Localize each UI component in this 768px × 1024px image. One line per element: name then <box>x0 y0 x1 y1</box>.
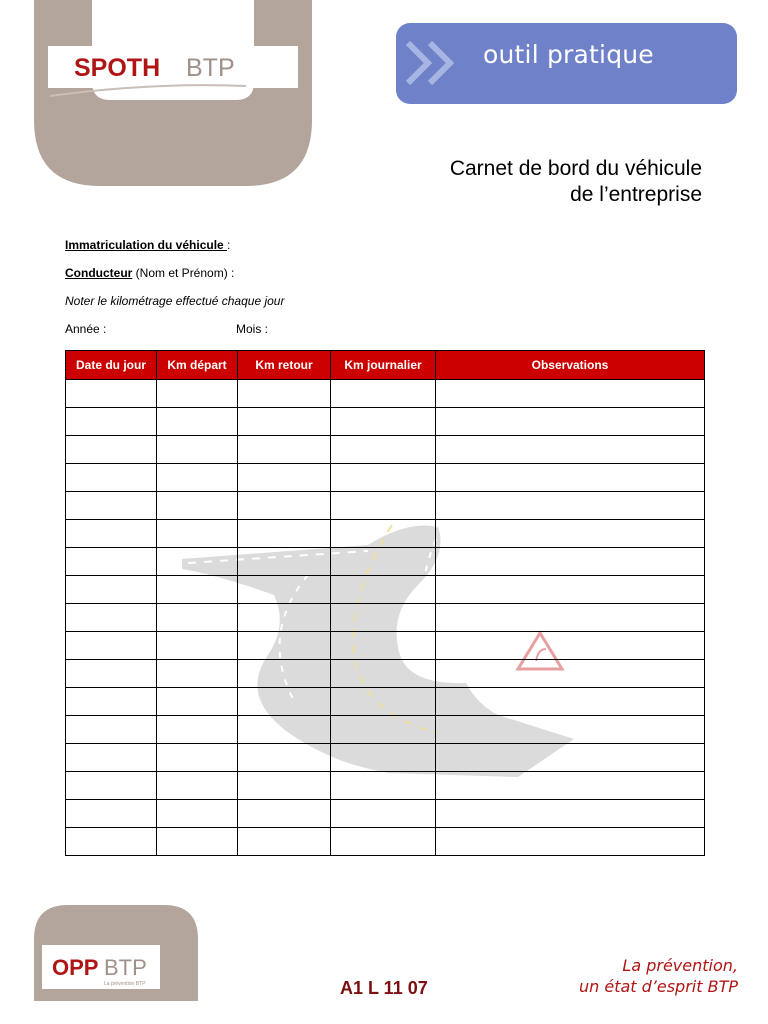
table-cell[interactable] <box>436 576 705 604</box>
table-cell[interactable] <box>66 408 157 436</box>
document-title <box>450 156 702 208</box>
kilometrage-note: Noter le kilométrage effectué chaque jour <box>65 294 285 308</box>
table-cell[interactable] <box>66 464 157 492</box>
table-cell[interactable] <box>66 436 157 464</box>
table-cell[interactable] <box>157 464 238 492</box>
table-row <box>66 604 705 632</box>
table-cell[interactable] <box>436 772 705 800</box>
table-cell[interactable] <box>66 744 157 772</box>
table-cell[interactable] <box>238 464 331 492</box>
document-code: A1 L 11 07 <box>340 978 428 998</box>
oppbtp-logo <box>34 905 198 1001</box>
table-cell[interactable] <box>331 800 436 828</box>
logo-text-btp: BTP <box>186 54 235 82</box>
outil-pratique-banner <box>396 23 737 104</box>
table-cell[interactable] <box>331 744 436 772</box>
table-row <box>66 380 705 408</box>
table-cell[interactable] <box>331 464 436 492</box>
table-cell[interactable] <box>157 716 238 744</box>
table-row <box>66 800 705 828</box>
col-header-date: Date du jour <box>66 351 157 380</box>
table-cell[interactable] <box>157 492 238 520</box>
table-row <box>66 660 705 688</box>
table-cell[interactable] <box>66 632 157 660</box>
col-header-km-journalier: Km journalier <box>331 351 436 380</box>
table-cell[interactable] <box>157 800 238 828</box>
table-cell[interactable] <box>66 716 157 744</box>
table-cell[interactable] <box>66 772 157 800</box>
col-header-observations: Observations <box>436 351 705 380</box>
table-cell[interactable] <box>436 716 705 744</box>
table-cell[interactable] <box>66 520 157 548</box>
table-cell[interactable] <box>157 660 238 688</box>
table-cell[interactable] <box>157 436 238 464</box>
table-row <box>66 828 705 856</box>
table-cell[interactable] <box>157 744 238 772</box>
table-row <box>66 744 705 772</box>
table-cell[interactable] <box>238 604 331 632</box>
title-line-1: Carnet de bord du véhicule <box>449 157 702 180</box>
mois-label: Mois : <box>236 322 269 336</box>
table-row <box>66 408 705 436</box>
col-header-km-retour: Km retour <box>238 351 331 380</box>
table-cell[interactable] <box>238 828 331 856</box>
table-cell[interactable] <box>66 548 157 576</box>
table-cell[interactable] <box>238 548 331 576</box>
annee-label: Année : <box>65 322 107 336</box>
table-cell[interactable] <box>238 688 331 716</box>
table-cell[interactable] <box>331 436 436 464</box>
table-cell[interactable] <box>238 632 331 660</box>
table-cell[interactable] <box>331 548 436 576</box>
spothbtp-logo <box>34 0 312 186</box>
table-cell[interactable] <box>436 464 705 492</box>
table-cell[interactable] <box>66 688 157 716</box>
table-row <box>66 464 705 492</box>
table-cell[interactable] <box>238 408 331 436</box>
table-cell[interactable] <box>436 800 705 828</box>
table-cell[interactable] <box>436 744 705 772</box>
table-header-row <box>66 351 705 380</box>
table-cell[interactable] <box>238 492 331 520</box>
table-cell[interactable] <box>238 716 331 744</box>
banner-label: outil pratique <box>483 40 654 69</box>
table-cell[interactable] <box>66 828 157 856</box>
table-cell[interactable] <box>238 520 331 548</box>
table-cell[interactable] <box>238 744 331 772</box>
table-row <box>66 492 705 520</box>
table-cell[interactable] <box>66 604 157 632</box>
table-cell[interactable] <box>238 660 331 688</box>
table-cell[interactable] <box>436 520 705 548</box>
table-cell[interactable] <box>331 660 436 688</box>
table-cell[interactable] <box>66 576 157 604</box>
table-cell[interactable] <box>436 492 705 520</box>
conducteur-field <box>65 266 234 280</box>
table-cell[interactable] <box>331 604 436 632</box>
immatriculation-field <box>65 238 230 252</box>
table-cell[interactable] <box>436 548 705 576</box>
table-row <box>66 772 705 800</box>
logbook-table <box>65 350 705 856</box>
table-cell[interactable] <box>238 772 331 800</box>
table-cell[interactable] <box>436 436 705 464</box>
table-row <box>66 576 705 604</box>
table-cell[interactable] <box>238 380 331 408</box>
logo-text-spoth: SPOTH <box>74 54 161 82</box>
table-cell[interactable] <box>331 632 436 660</box>
conducteur-suffix: (Nom et Prénom) : <box>132 266 235 280</box>
table-cell[interactable] <box>331 716 436 744</box>
slogan <box>579 955 738 997</box>
table-cell[interactable] <box>157 604 238 632</box>
table-cell[interactable] <box>66 800 157 828</box>
slogan-line-2: un état d’esprit BTP <box>578 977 738 996</box>
table-row <box>66 548 705 576</box>
table-cell[interactable] <box>331 408 436 436</box>
table-cell[interactable] <box>157 408 238 436</box>
table-row <box>66 688 705 716</box>
table-cell[interactable] <box>331 492 436 520</box>
conducteur-label: Conducteur <box>65 266 133 280</box>
table-cell[interactable] <box>436 688 705 716</box>
table-cell[interactable] <box>157 380 238 408</box>
table-cell[interactable] <box>331 688 436 716</box>
footer-logo-text-btp: BTP <box>104 955 147 980</box>
table-cell[interactable] <box>157 548 238 576</box>
table-cell[interactable] <box>331 772 436 800</box>
table-cell[interactable] <box>157 520 238 548</box>
table-cell[interactable] <box>238 800 331 828</box>
slogan-line-1: La prévention, <box>622 956 738 975</box>
table-cell[interactable] <box>157 772 238 800</box>
immatriculation-label: Immatriculation du véhicule <box>65 238 228 252</box>
table-cell[interactable] <box>157 632 238 660</box>
table-cell[interactable] <box>436 380 705 408</box>
footer-logo-tagline: La prévention BTP <box>104 981 146 987</box>
table-cell[interactable] <box>66 492 157 520</box>
table-cell[interactable] <box>331 380 436 408</box>
double-chevron-icon <box>402 37 466 89</box>
table-cell[interactable] <box>157 688 238 716</box>
table-cell[interactable] <box>331 520 436 548</box>
table-cell[interactable] <box>331 576 436 604</box>
table-cell[interactable] <box>157 576 238 604</box>
table-cell[interactable] <box>66 380 157 408</box>
table-cell[interactable] <box>436 828 705 856</box>
table-cell[interactable] <box>157 828 238 856</box>
immatriculation-colon: : <box>227 238 231 252</box>
table-cell[interactable] <box>331 828 436 856</box>
table-row <box>66 716 705 744</box>
table-row <box>66 436 705 464</box>
table-cell[interactable] <box>436 660 705 688</box>
table-cell[interactable] <box>436 408 705 436</box>
table-row <box>66 632 705 660</box>
title-line-2: de l’entreprise <box>570 183 702 206</box>
table-cell[interactable] <box>436 632 705 660</box>
table-cell[interactable] <box>238 436 331 464</box>
col-header-km-depart: Km départ <box>157 351 238 380</box>
table-cell[interactable] <box>436 604 705 632</box>
table-cell[interactable] <box>66 660 157 688</box>
footer-logo-text-opp: OPP <box>52 955 99 980</box>
table-cell[interactable] <box>238 576 331 604</box>
table-row <box>66 520 705 548</box>
